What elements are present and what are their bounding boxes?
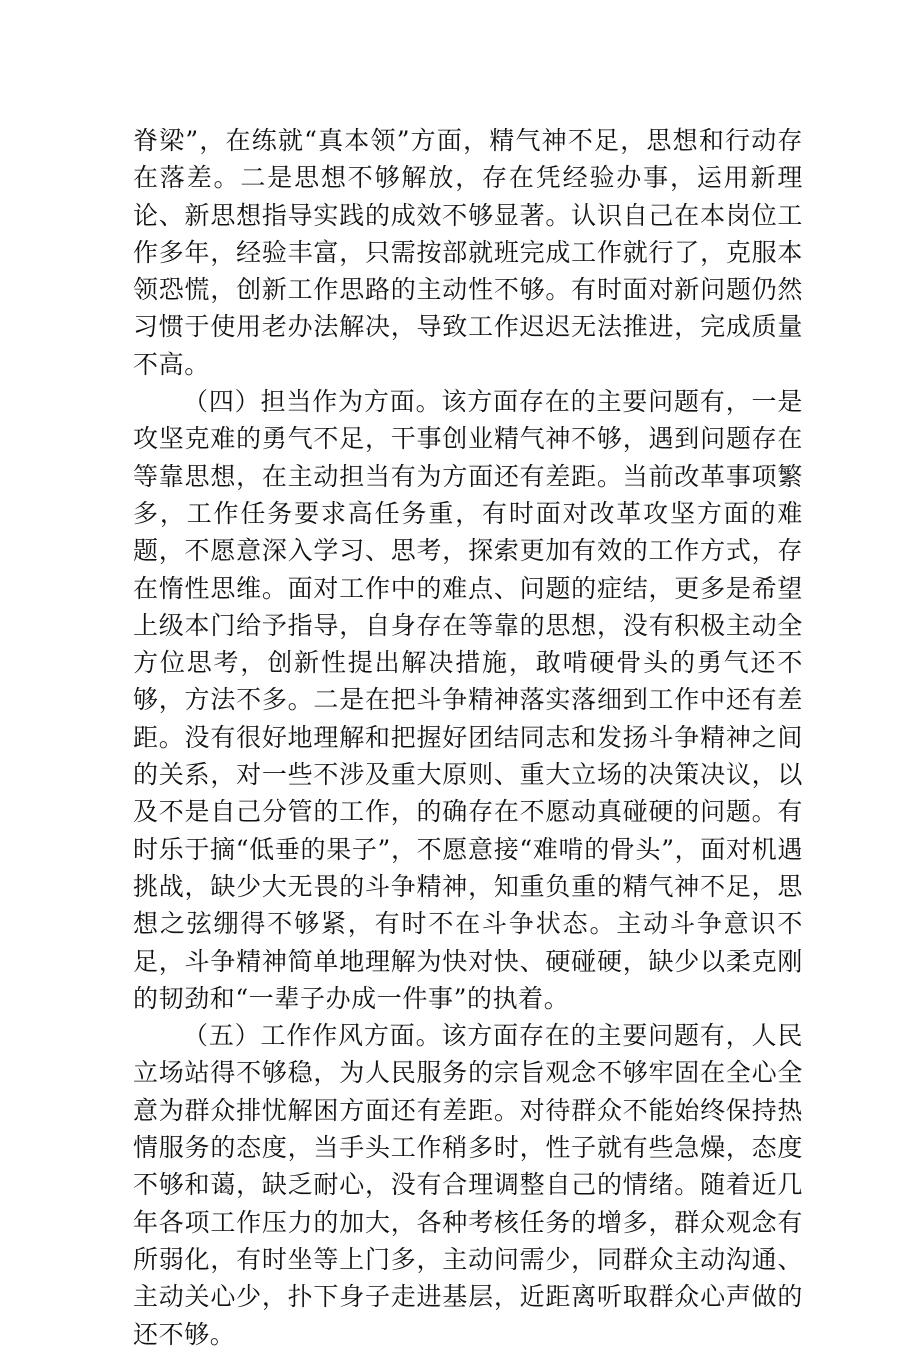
paragraph-section-five: （五）工作作风方面。该方面存在的主要问题有，人民立场站得不够稳，为人民服务的宗旨观念不够牢固在全心全意为群众排忧解困方面还有差距。对待群众不能始终保持热情服务的态度，当手头工作稍多时，性子就有些急燥，态度不够和蔼，缺乏耐心，没有合理调整自己的情绪。随着近几年各项工作压力的加大，各种考核任务的增多，群众观念有所弱化，有时坐等上门多，主动问需少，同群众主动沟通、主动关心少，扑下身子走进基层，近距离听取群众心声做的还不够。 <box>133 1021 803 1349</box>
paragraph-section-four: （四）担当作为方面。该方面存在的主要问题有，一是攻坚克难的勇气不足，干事创业精气神不够，遇到问题存在等靠思想，在主动担当有为方面还有差距。当前改革事项繁多，工作任务要求高任务重，有时面对改革攻坚方面的难题，不愿意深入学习、思考，探索更加有效的工作方式，存在惰性思维。面对工作中的难点、问题的症结，更多是希望上级本门给予指导，自身存在等靠的思想，没有积极主动全方位思考，创新性提出解决措施，敢啃硬骨头的勇气还不够，方法不多。二是在把斗争精神落实落细到工作中还有差距。没有很好地理解和把握好团结同志和发扬斗争精神之间的关系，对一些不涉及重大原则、重大立场的决策决议，以及不是自己分管的工作，的确存在不愿动真碰硬的问题。有时乐于摘“低垂的果子”，不愿意接“难啃的骨头”，面对机遇挑战，缺少大无畏的斗争精神，知重负重的精气神不足，思想之弦绷得不够紧，有时不在斗争状态。主动斗争意识不足，斗争精神简单地理解为快对快、硬碰硬，缺少以柔克刚的韧劲和“一辈子办成一件事”的执着。 <box>133 387 803 1013</box>
paragraph-continuation: 脊梁”，在练就“真本领”方面，精气神不足，思想和行动存在落差。二是思想不够解放，存在凭经验办事，运用新理论、新思想指导实践的成效不够显著。认识自己在本岗位工作多年，经验丰富，只需按部就班完成工作就行了，克服本领恐慌，创新工作思路的主动性不够。有时面对新问题仍然习惯于使用老办法解决，导致工作迟迟无法推进，完成质量不高。 <box>133 126 803 379</box>
document-body <box>133 122 803 1353</box>
